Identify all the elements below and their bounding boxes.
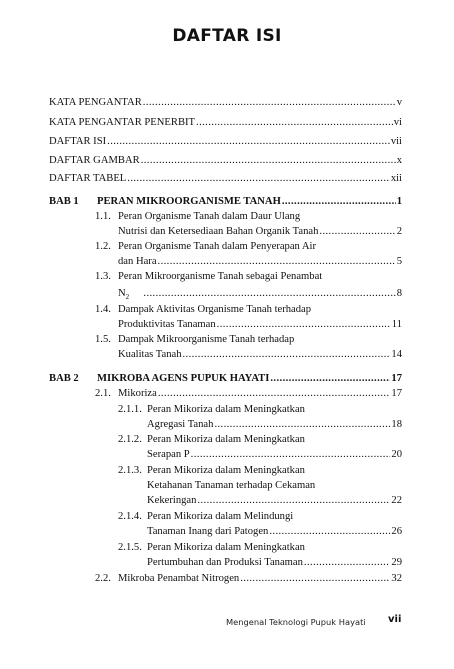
toc-entry-label: DAFTAR TABEL [49,173,127,184]
dot-leader [240,572,390,585]
subsection-title-line: Kekeringan [147,495,197,506]
dot-leader [214,418,390,431]
subsection-title-line: Tanaman Inang dari Patogen [147,526,269,537]
toc-entry-1-3[interactable] [118,287,402,304]
subsection-title-line: Peran Mikoriza dalam Meningkatkan [147,434,305,445]
toc-entry-2-1-4[interactable] [147,525,402,538]
section-title-line: Produktivitas Tanaman [118,319,216,330]
toc-entry-page: 22 [391,495,402,506]
section-number: 2.1. [95,388,111,399]
dot-leader [158,387,391,400]
toc-entry-page: 20 [391,449,402,460]
dot-leader [191,448,391,461]
dot-leader [197,494,390,507]
toc-entry-kata-pengantar[interactable] [49,96,402,109]
dot-leader [319,225,395,238]
subsection-title-line: Ketahanan Tanaman terhadap Cekaman [147,480,316,491]
footer-page-number: vii [388,614,402,625]
subsection-number: 2.1.5. [118,542,142,553]
subsection-number: 2.1.2. [118,434,142,445]
toc-entry-daftar-gambar[interactable] [49,154,402,167]
section-title-line: Peran Organisme Tanah dalam Penyerapan Air [118,241,317,252]
section-title-line: Dampak Aktivitas Organisme Tanah terhadap [118,304,312,315]
chapter-1-number: BAB 1 [49,196,79,207]
toc-entry-page: x [396,155,402,166]
page-title: DAFTAR ISI [172,26,282,46]
toc-entry-page: 17 [391,388,402,399]
toc-entry-label: KATA PENGANTAR PENERBIT [49,117,196,128]
toc-entry-page: 2 [396,226,402,237]
section-title-line: Mikoriza [118,388,157,399]
section-title-line: Dampak Mikroorganisme Tanah terhadap [118,334,295,345]
section-number: 1.5. [95,334,111,345]
toc-entry-page: 14 [391,349,402,360]
toc-entry-page: vi [393,117,402,128]
footer-book-title: Mengenal Teknologi Pupuk Hayati [226,617,366,627]
dot-leader [143,96,396,109]
subscript-two: 2 [125,293,130,302]
dot-leader [304,556,391,569]
subsection-title-line: Peran Mikoriza dalam Meningkatkan [147,404,305,415]
subsection-title-line: Pertumbuhan dan Produksi Tanaman [147,557,303,568]
dot-leader [270,372,390,385]
toc-entry-1-1[interactable] [118,225,402,238]
dot-leader [141,154,396,167]
toc-entry-1-4[interactable] [118,318,402,331]
subsection-number: 2.1.4. [118,511,142,522]
toc-entry-2-1-5[interactable] [147,556,402,569]
subsection-title-line: Peran Mikoriza dalam Meningkatkan [147,465,305,476]
dot-leader [127,172,390,185]
toc-entry-page: v [396,97,402,108]
toc-entry-label: DAFTAR GAMBAR [49,155,140,166]
toc-entry-page: 1 [396,196,402,207]
chapter-2-number: BAB 2 [49,373,79,384]
dot-leader [183,348,391,361]
subsection-title-line: Peran Mikoriza dalam Meningkatkan [147,542,305,553]
toc-entry-bab-1[interactable] [97,195,402,208]
toc-entry-label: KATA PENGANTAR [49,97,142,108]
dot-leader [269,525,390,538]
section-number: 1.1. [95,211,111,222]
dot-leader [217,318,391,331]
subsection-title-line: Peran Mikoriza dalam Melindungi [147,511,294,522]
subsection-title-line: Serapan P [147,449,190,460]
toc-entry-page: 32 [391,573,402,584]
subsection-title-line: Agregasi Tanah [147,419,214,430]
section-title-line: Nutrisi dan Ketersediaan Bahan Organik Tanah [118,226,319,237]
toc-entry-2-2[interactable] [118,572,402,585]
toc-entry-page: 18 [391,419,402,430]
dot-leader [107,135,390,148]
subsection-number: 2.1.1. [118,404,142,415]
section-title-line: Mikroba Penambat Nitrogen [118,573,240,584]
section-title-line: Peran Mikroorganisme Tanah sebagai Penambat [118,271,323,282]
section-number: 2.2. [95,573,111,584]
toc-entry-label: DAFTAR ISI [49,136,107,147]
toc-entry-kata-pengantar-penerbit[interactable] [49,116,402,129]
toc-entry-1-5[interactable] [118,348,402,361]
toc-entry-page: 29 [391,557,402,568]
section-number: 1.4. [95,304,111,315]
toc-entry-page: xii [390,173,402,184]
toc-entry-page: 17 [391,373,402,384]
dot-leader [282,195,396,208]
toc-entry-page: vii [390,136,402,147]
toc-entry-2-1[interactable] [118,387,402,400]
section-title-line: dan Hara [118,256,157,267]
section-title-line [118,287,142,304]
nitrogen-symbol: N [118,288,126,299]
toc-entry-page: 5 [396,256,402,267]
dot-leader [158,255,396,268]
toc-entry-daftar-tabel[interactable] [49,172,402,185]
toc-entry-2-1-2[interactable] [147,448,402,461]
section-number: 1.2. [95,241,111,252]
toc-entry-2-1-1[interactable] [147,418,402,431]
toc-entry-daftar-isi[interactable] [49,135,402,148]
toc-entry-page: 11 [391,319,402,330]
toc-entry-page: 8 [396,288,402,299]
chapter-2-title: MIKROBA AGENS PUPUK HAYATI [97,373,270,384]
toc-entry-2-1-3[interactable] [147,494,402,507]
section-number: 1.3. [95,271,111,282]
section-title-line: Peran Organisme Tanah dalam Daur Ulang [118,211,301,222]
toc-entry-1-2[interactable] [118,255,402,268]
toc-entry-bab-2[interactable] [97,372,402,385]
chapter-1-title: PERAN MIKROORGANISME TANAH [97,196,281,207]
dot-leader [143,287,395,300]
subsection-number: 2.1.3. [118,465,142,476]
toc-entry-page: 26 [391,526,402,537]
dot-leader [196,116,393,129]
section-title-line: Kualitas Tanah [118,349,182,360]
